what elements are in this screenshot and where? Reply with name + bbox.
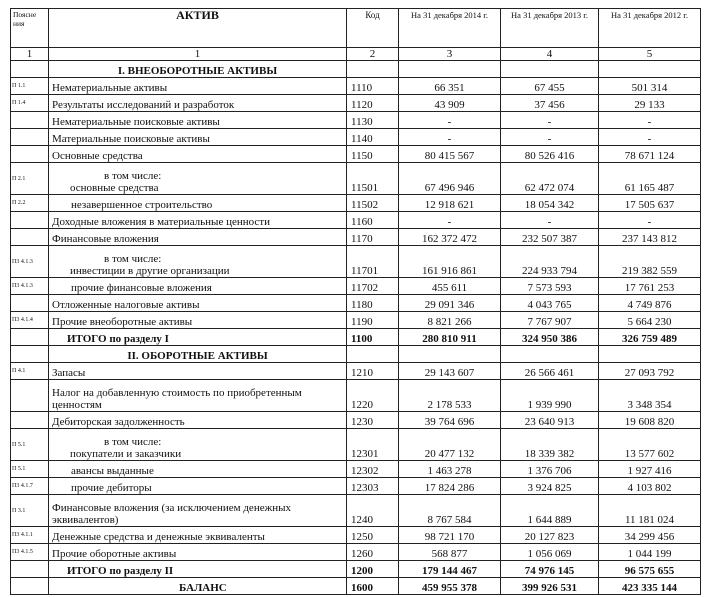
- value-2012: -: [599, 112, 701, 129]
- line-code: 1220: [347, 380, 399, 412]
- value-2012: 4 749 876: [599, 295, 701, 312]
- item-name: [49, 163, 347, 195]
- value-2012: 29 133: [599, 95, 701, 112]
- value-2014: 162 372 472: [399, 229, 501, 246]
- value-2014: 1 463 278: [399, 461, 501, 478]
- value-2013: -: [501, 129, 599, 146]
- column-number: 3: [399, 48, 501, 61]
- table-row: [11, 478, 701, 495]
- value-2012: -: [599, 129, 701, 146]
- line-code: 1250: [347, 527, 399, 544]
- line-code: 11501: [347, 163, 399, 195]
- table-row: [11, 461, 701, 478]
- column-number: 2: [347, 48, 399, 61]
- total-2014: 179 144 467: [399, 561, 501, 578]
- value-2013: 18 339 382: [501, 429, 599, 461]
- value-2014: 29 091 346: [399, 295, 501, 312]
- value-2013: 7 767 907: [501, 312, 599, 329]
- note-cell: П 5.1: [11, 461, 49, 478]
- header-asset: АКТИВ: [49, 9, 347, 48]
- total-2014: 280 810 911: [399, 329, 501, 346]
- note-cell: [11, 329, 49, 346]
- value-2014: 2 178 533: [399, 380, 501, 412]
- value-2014: 98 721 170: [399, 527, 501, 544]
- line-code: 1120: [347, 95, 399, 112]
- note-cell: П3 4.1.3: [11, 246, 49, 278]
- value-2012: 4 103 802: [599, 478, 701, 495]
- note-cell: П 1.4: [11, 95, 49, 112]
- table-body: [11, 61, 701, 595]
- item-name: Запасы: [49, 363, 347, 380]
- item-name: прочие дебиторы: [49, 478, 347, 495]
- item-name: Результаты исследований и разработок: [49, 95, 347, 112]
- table-row: [11, 229, 701, 246]
- note-cell: [11, 380, 49, 412]
- total-row: [11, 329, 701, 346]
- value-2014: 66 351: [399, 78, 501, 95]
- value-2012: 13 577 602: [599, 429, 701, 461]
- note-cell: П3 4.1.5: [11, 544, 49, 561]
- column-number: 4: [501, 48, 599, 61]
- line-code: 11701: [347, 246, 399, 278]
- section-title: I. ВНЕОБОРОТНЫЕ АКТИВЫ: [49, 61, 347, 78]
- total-2012: 326 759 489: [599, 329, 701, 346]
- note-cell: П 2.2: [11, 195, 49, 212]
- line-code: 1260: [347, 544, 399, 561]
- value-2012: 237 143 812: [599, 229, 701, 246]
- line-code: 11502: [347, 195, 399, 212]
- value-2013: 62 472 074: [501, 163, 599, 195]
- header-code: Код: [347, 9, 399, 48]
- total-2012: 96 575 655: [599, 561, 701, 578]
- item-name: Прочие оборотные активы: [49, 544, 347, 561]
- value-2012: 219 382 559: [599, 246, 701, 278]
- note-cell: [11, 295, 49, 312]
- note-cell: [11, 578, 49, 595]
- value-2013: 80 526 416: [501, 146, 599, 163]
- item-name: Финансовые вложения: [49, 229, 347, 246]
- header-date-2013: На 31 декабря 2013 г.: [501, 9, 599, 48]
- item-name: [49, 246, 347, 278]
- note-cell: П 5.1: [11, 429, 49, 461]
- total-row: [11, 578, 701, 595]
- value-2013: 3 924 825: [501, 478, 599, 495]
- value-2012: 3 348 354: [599, 380, 701, 412]
- empty-cell: [347, 346, 399, 363]
- value-2014: 80 415 567: [399, 146, 501, 163]
- value-2014: 29 143 607: [399, 363, 501, 380]
- line-code: 1210: [347, 363, 399, 380]
- item-name: Отложенные налоговые активы: [49, 295, 347, 312]
- value-2013: -: [501, 212, 599, 229]
- table-row: [11, 195, 701, 212]
- value-2013: 4 043 765: [501, 295, 599, 312]
- item-name: прочие финансовые вложения: [49, 278, 347, 295]
- item-name: Материальные поисковые активы: [49, 129, 347, 146]
- value-2012: 17 761 253: [599, 278, 701, 295]
- table-row: [11, 163, 701, 195]
- value-2013: 1 376 706: [501, 461, 599, 478]
- value-2012: 17 505 637: [599, 195, 701, 212]
- value-2014: -: [399, 112, 501, 129]
- note-cell: П3 4.1.3: [11, 278, 49, 295]
- line-code: 1190: [347, 312, 399, 329]
- note-cell: П 3.1: [11, 495, 49, 527]
- note-cell: П 2.1: [11, 163, 49, 195]
- balance-sheet-table: [10, 8, 701, 595]
- value-2013: -: [501, 112, 599, 129]
- line-code: 1160: [347, 212, 399, 229]
- item-name: Доходные вложения в материальные ценности: [49, 212, 347, 229]
- section-title: II. ОБОРОТНЫЕ АКТИВЫ: [49, 346, 347, 363]
- empty-cell: [599, 61, 701, 78]
- column-number: 1: [49, 48, 347, 61]
- value-2012: 11 181 024: [599, 495, 701, 527]
- note-cell: [11, 146, 49, 163]
- value-2012: 501 314: [599, 78, 701, 95]
- value-2013: 1 644 889: [501, 495, 599, 527]
- subheading-label: в том числе:: [104, 436, 162, 448]
- value-2013: 26 566 461: [501, 363, 599, 380]
- value-2013: 37 456: [501, 95, 599, 112]
- value-2012: 5 664 230: [599, 312, 701, 329]
- note-cell: П 1.1: [11, 78, 49, 95]
- note-cell: [11, 129, 49, 146]
- value-2012: 61 165 487: [599, 163, 701, 195]
- value-2014: 455 611: [399, 278, 501, 295]
- empty-cell: [501, 346, 599, 363]
- item-name: Нематериальные поисковые активы: [49, 112, 347, 129]
- value-2012: 34 299 456: [599, 527, 701, 544]
- item-name: [49, 429, 347, 461]
- value-2014: 8 821 266: [399, 312, 501, 329]
- header-notes: Поясне ния: [11, 9, 49, 48]
- line-code: 1130: [347, 112, 399, 129]
- value-2014: 67 496 946: [399, 163, 501, 195]
- item-name: Прочие внеоборотные активы: [49, 312, 347, 329]
- table-row: [11, 527, 701, 544]
- value-2014: 8 767 584: [399, 495, 501, 527]
- column-number-row: [11, 48, 701, 61]
- note-cell: [11, 346, 49, 363]
- item-name: авансы выданные: [49, 461, 347, 478]
- total-label: ИТОГО по разделу I: [49, 329, 347, 346]
- value-2014: 43 909: [399, 95, 501, 112]
- line-code: 12303: [347, 478, 399, 495]
- table-row: [11, 495, 701, 527]
- item-name: Основные средства: [49, 146, 347, 163]
- subheading-label: в том числе:: [104, 170, 162, 182]
- value-2014: 17 824 286: [399, 478, 501, 495]
- total-label: БАЛАНС: [49, 578, 347, 595]
- line-code: 12302: [347, 461, 399, 478]
- table-row: [11, 278, 701, 295]
- note-cell: [11, 229, 49, 246]
- total-code: 1600: [347, 578, 399, 595]
- value-2014: 39 764 696: [399, 412, 501, 429]
- note-cell: [11, 561, 49, 578]
- note-cell: П 4.1: [11, 363, 49, 380]
- line-code: 11702: [347, 278, 399, 295]
- note-cell: П3 4.1.7: [11, 478, 49, 495]
- note-cell: [11, 61, 49, 78]
- item-name: Налог на добавленную стоимость по приобретенным ценностям: [49, 380, 347, 412]
- value-2013: 1 939 990: [501, 380, 599, 412]
- total-2013: 324 950 386: [501, 329, 599, 346]
- table-row: [11, 212, 701, 229]
- value-2013: 20 127 823: [501, 527, 599, 544]
- line-code: 1150: [347, 146, 399, 163]
- value-2013: 7 573 593: [501, 278, 599, 295]
- item-name: Нематериальные активы: [49, 78, 347, 95]
- value-2012: 1 044 199: [599, 544, 701, 561]
- value-2014: -: [399, 212, 501, 229]
- table-row: [11, 312, 701, 329]
- table-row: [11, 129, 701, 146]
- total-2012: 423 335 144: [599, 578, 701, 595]
- note-cell: [11, 112, 49, 129]
- total-code: 1100: [347, 329, 399, 346]
- subheading-label: в том числе:: [104, 253, 162, 265]
- total-row: [11, 561, 701, 578]
- header-date-2014: На 31 декабря 2014 г.: [399, 9, 501, 48]
- column-number: 5: [599, 48, 701, 61]
- table-row: [11, 112, 701, 129]
- empty-cell: [501, 61, 599, 78]
- value-2013: 18 054 342: [501, 195, 599, 212]
- empty-cell: [399, 346, 501, 363]
- total-2013: 399 926 531: [501, 578, 599, 595]
- table-row: [11, 295, 701, 312]
- line-code: 1230: [347, 412, 399, 429]
- item-name: незавершенное строительство: [49, 195, 347, 212]
- value-2014: -: [399, 129, 501, 146]
- subitem-label: покупатели и заказчики: [70, 448, 182, 460]
- value-2014: 568 877: [399, 544, 501, 561]
- value-2012: 27 093 792: [599, 363, 701, 380]
- table-row: [11, 429, 701, 461]
- empty-cell: [347, 61, 399, 78]
- total-2013: 74 976 145: [501, 561, 599, 578]
- total-code: 1200: [347, 561, 399, 578]
- table-row: [11, 363, 701, 380]
- value-2012: 78 671 124: [599, 146, 701, 163]
- empty-cell: [399, 61, 501, 78]
- note-cell: [11, 412, 49, 429]
- value-2013: 23 640 913: [501, 412, 599, 429]
- value-2012: 19 608 820: [599, 412, 701, 429]
- table-row: [11, 146, 701, 163]
- value-2012: 1 927 416: [599, 461, 701, 478]
- note-cell: П3 4.1.1: [11, 527, 49, 544]
- subitem-label: основные средства: [70, 182, 159, 194]
- table-row: [11, 78, 701, 95]
- value-2013: 224 933 794: [501, 246, 599, 278]
- value-2014: 20 477 132: [399, 429, 501, 461]
- section-heading-row: [11, 346, 701, 363]
- table-row: [11, 544, 701, 561]
- column-number: 1: [11, 48, 49, 61]
- empty-cell: [599, 346, 701, 363]
- line-code: 1140: [347, 129, 399, 146]
- value-2013: 1 056 069: [501, 544, 599, 561]
- subitem-label: инвестиции в другие организации: [70, 265, 230, 277]
- total-2014: 459 955 378: [399, 578, 501, 595]
- value-2013: 67 455: [501, 78, 599, 95]
- value-2012: -: [599, 212, 701, 229]
- table-row: [11, 412, 701, 429]
- table-row: [11, 95, 701, 112]
- section-heading-row: [11, 61, 701, 78]
- table-row: [11, 246, 701, 278]
- item-name: Дебиторская задолженность: [49, 412, 347, 429]
- total-label: ИТОГО по разделу II: [49, 561, 347, 578]
- header-date-2012: На 31 декабря 2012 г.: [599, 9, 701, 48]
- note-cell: П3 4.1.4: [11, 312, 49, 329]
- line-code: 1240: [347, 495, 399, 527]
- line-code: 1180: [347, 295, 399, 312]
- line-code: 1110: [347, 78, 399, 95]
- value-2013: 232 507 387: [501, 229, 599, 246]
- value-2014: 161 916 861: [399, 246, 501, 278]
- value-2014: 12 918 621: [399, 195, 501, 212]
- item-name: Денежные средства и денежные эквиваленты: [49, 527, 347, 544]
- line-code: 1170: [347, 229, 399, 246]
- line-code: 12301: [347, 429, 399, 461]
- table-row: [11, 380, 701, 412]
- note-cell: [11, 212, 49, 229]
- item-name: Финансовые вложения (за исключением денежных эквивалентов): [49, 495, 347, 527]
- header-row: [11, 9, 701, 48]
